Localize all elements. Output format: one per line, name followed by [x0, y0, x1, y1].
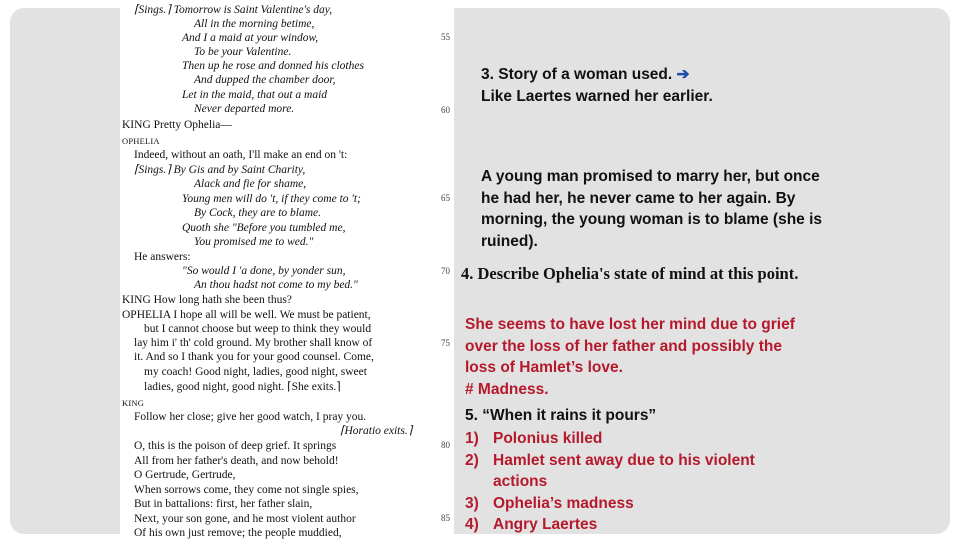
answer-4-madness: # Madness. [465, 380, 549, 398]
answer-4 [465, 314, 805, 400]
speaker-line: KING Pretty Ophelia— [122, 119, 232, 131]
text-line: Never departed more. [194, 103, 295, 115]
text-line: my coach! Good night, ladies, good night, sweet [144, 366, 367, 378]
text-line: ⌈Sings.⌉ By Gis and by Saint Charity, [134, 164, 306, 176]
line-number: 80 [441, 440, 450, 450]
text-line: All in the morning betime, [194, 18, 315, 30]
right-arrow-icon: ➔ [676, 66, 690, 83]
text-line: Young men will do 't, if they come to 't; [182, 193, 361, 205]
line-number: 60 [441, 105, 450, 115]
text-line: Quoth she "Before you tumbled me, [182, 222, 346, 234]
speaker-line: KING How long hath she been thus? [122, 294, 292, 306]
text-line: He answers: [134, 251, 191, 263]
story-line-2: Like Laertes warned her earlier. [481, 88, 713, 105]
stage-direction: ⌈Horatio exits.⌉ [340, 425, 413, 437]
troubles-list [465, 428, 813, 536]
line-number: 85 [441, 513, 450, 523]
text-line: All from her father's death, and now behold! [134, 455, 339, 467]
text-line: Then up he rose and donned his clothes [182, 60, 364, 72]
line-number: 55 [441, 32, 450, 42]
list-number: 3) [465, 494, 479, 512]
speaker-name: OPHELIA [122, 136, 160, 146]
text-line: it. And so I thank you for your good counsel. Come, [134, 351, 374, 363]
speaker-line: OPHELIA I hope all will be well. We must be patient, [122, 309, 371, 321]
text-line: An thou hadst not come to my bed." [194, 279, 358, 291]
story-note [481, 64, 713, 108]
text-line: Next, your son gone, and he most violent author [134, 513, 356, 525]
text-line: By Cock, they are to blame. [194, 207, 321, 219]
speaker-name: KING [122, 398, 145, 408]
text-line: but I cannot choose but weep to think they would [144, 323, 372, 335]
text-line: O, this is the poison of deep grief. It springs [134, 440, 337, 452]
list-item [465, 428, 813, 450]
question-4: 4. Describe Ophelia's state of mind at this point. [461, 264, 799, 283]
text-line: "So would I 'a done, by yonder sun, [182, 265, 346, 277]
story-line-1: 3. Story of a woman used. [481, 66, 673, 83]
text-line: You promised me to wed." [194, 236, 314, 248]
list-item-text: Hamlet sent away due to his violent actions [493, 451, 755, 490]
text-line: Of his own just remove; the people muddied, [134, 527, 342, 539]
list-item [465, 493, 813, 515]
text-line: ladies, good night, good night. ⌈She exits.⌉ [144, 381, 341, 393]
text-line: ⌈Sings.⌉ Tomorrow is Saint Valentine's day, [134, 4, 333, 16]
text-line: When sorrows come, they come not single spies, [134, 484, 359, 496]
text-line: lay him i' th' cold ground. My brother shall know of [134, 337, 373, 349]
text-line: Indeed, without an oath, I'll make an end on 't: [134, 149, 348, 161]
text-line: Let in the maid, that out a maid [182, 89, 328, 101]
line-number: 70 [441, 266, 450, 276]
point-5-heading: 5. “When it rains it pours” [465, 407, 657, 424]
line-number: 75 [441, 338, 450, 348]
text-line: But in battalions: first, her father slain, [134, 498, 313, 510]
list-item-text: Ophelia’s madness [493, 494, 634, 512]
text-line: And I a maid at your window, [182, 32, 319, 44]
list-number: 1) [465, 430, 479, 447]
list-item-text: Polonius killed [493, 430, 603, 447]
list-item-text: Angry Laertes [493, 516, 598, 533]
song-summary: A young man promised to marry her, but once he had her, he never came to her again. By morning, the young woman is to blame (she is ruined). [481, 168, 823, 250]
text-line: Alack and fie for shame, [194, 178, 307, 190]
text-line: Follow her close; give her good watch, I pray you. [134, 411, 367, 423]
line-number: 65 [441, 193, 450, 203]
list-item [465, 450, 813, 493]
text-page-image [120, 0, 454, 540]
answer-4-text: She seems to have lost her mind due to grief over the loss of her father and possibly the loss of Hamlet’s love. [465, 316, 795, 376]
list-item [465, 514, 813, 536]
list-number: 4) [465, 516, 479, 533]
text-line: And dupped the chamber door, [194, 74, 336, 86]
list-number: 2) [465, 451, 479, 469]
text-line: To be your Valentine. [194, 46, 292, 58]
text-line: O Gertrude, Gertrude, [134, 469, 236, 481]
